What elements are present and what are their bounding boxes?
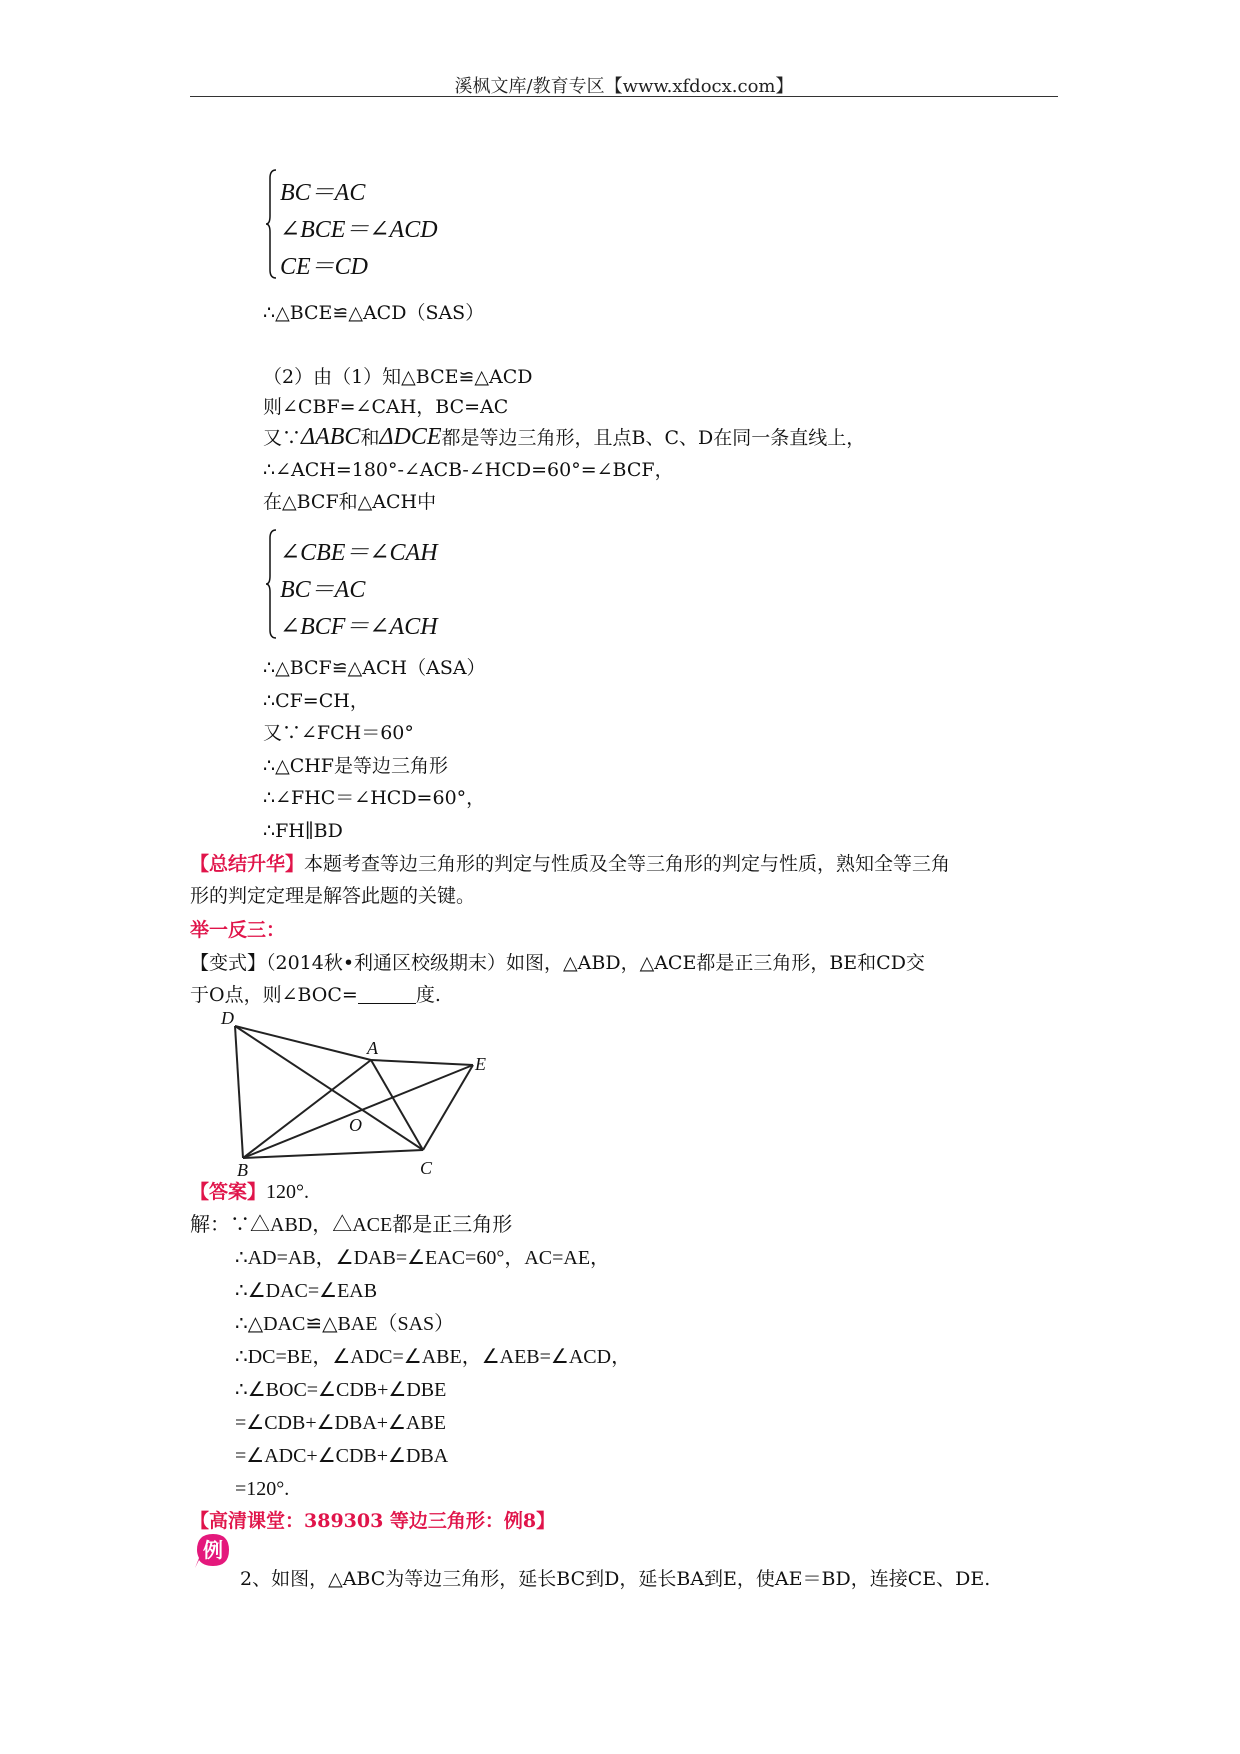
proof-line-1: ∴△BCE≌△ACD（SAS） [263, 302, 485, 324]
segment-bc [243, 1150, 423, 1158]
solution-line-4: ∴△DAC≌△BAE（SAS） [235, 1313, 455, 1335]
solution-line-6: ∴∠BOC=∠CDB+∠DBE [235, 1379, 447, 1401]
solution-line-2: ∴AD=AB，∠DAB=∠EAC=60°，AC=AE， [235, 1247, 611, 1269]
proof-line-7: ∴△BCF≌△ACH（ASA） [263, 657, 486, 679]
system2-eq1: ∠CBE＝∠CAH [280, 540, 438, 566]
practice-heading: 举一反三： [190, 919, 286, 941]
page-header: 溪枫文库/教育专区【www.xfdocx.com】 [454, 76, 794, 97]
segment-db [235, 1026, 243, 1158]
label-a: A [367, 1038, 378, 1058]
practice-question-line-2 [190, 983, 441, 1007]
solution-line-3: ∴∠DAC=∠EAB [235, 1280, 378, 1302]
example-badge-label: 例 [203, 1538, 223, 1562]
segment-be [243, 1065, 473, 1158]
left-brace-icon [266, 528, 278, 640]
solution-line-1: 解：∵△ABD，△ACE都是正三角形 [190, 1214, 513, 1236]
solution-line-5: ∴DC=BE，∠ADC=∠ABE，∠AEB=∠ACD， [235, 1346, 632, 1368]
proof-line-2: （2）由（1）知△BCE≌△ACD [263, 366, 533, 388]
summary-paragraph-line-1 [190, 852, 950, 876]
class-link[interactable]: 【高清课堂：389303 等边三角形：例8】 [190, 1510, 556, 1532]
system1-eq2: ∠BCE＝∠ACD [280, 217, 438, 243]
proof-line-12: ∴FH∥BD [263, 820, 343, 842]
proof-line-3: 则∠CBF=∠CAH，BC=AC [263, 396, 509, 418]
proof-line-4-prefix: 又∵ [263, 427, 302, 449]
answer-value: 120°. [266, 1181, 310, 1203]
solution-line-8: =∠ADC+∠CDB+∠DBA [235, 1445, 449, 1467]
solution-line-7: =∠CDB+∠DBA+∠ABE [235, 1412, 446, 1434]
practice-question-prefix: 于O点，则∠BOC= [190, 984, 358, 1006]
system1-eq3: CE＝CD [280, 254, 369, 280]
example-2-text: 2、如图，△ABC为等边三角形，延长BC到D，延长BA到E，使AE＝BD，连接CE、DE. [240, 1568, 991, 1590]
triangle-abc-math: ΔABC [301, 424, 361, 450]
equation-system-2 [266, 528, 526, 640]
system2-eq3: ∠BCF＝∠ACH [280, 614, 438, 640]
segment-dc [235, 1026, 423, 1150]
triangle-dce-math: ΔDCE [379, 424, 442, 450]
answer-blank [358, 985, 416, 1004]
header-divider [190, 96, 1058, 97]
segment-ba [243, 1060, 371, 1158]
geometry-figure [215, 1008, 505, 1178]
answer-line [190, 1180, 309, 1204]
label-e: E [475, 1054, 486, 1074]
summary-text-1: 本题考查等边三角形的判定与性质及全等三角形的判定与性质，熟知全等三角 [304, 853, 951, 875]
segment-ae [371, 1060, 473, 1065]
proof-line-5: ∴∠ACH=180°-∠ACB-∠HCD=60°=∠BCF， [263, 459, 674, 481]
proof-line-10: ∴△CHF是等边三角形 [263, 755, 448, 777]
proof-line-4-rest: 都是等边三角形，且点B、C、D在同一条直线上， [441, 427, 866, 449]
proof-line-4 [263, 425, 865, 450]
left-brace-icon [266, 168, 278, 280]
practice-question-line-1: 【变式】（2014秋•利通区校级期末）如图，△ABD，△ACE都是正三角形，BE和CD交 [190, 952, 925, 974]
proof-line-8: ∴CF=CH， [263, 690, 369, 712]
segment-da [235, 1026, 371, 1060]
segment-ac [371, 1060, 423, 1150]
answer-tag: 【答案】 [190, 1181, 267, 1203]
proof-line-9: 又∵∠FCH＝60° [263, 722, 414, 744]
label-c: C [420, 1158, 433, 1178]
label-d: D [221, 1008, 234, 1028]
summary-tag: 【总结升华】 [190, 853, 305, 875]
equation-system-1 [266, 168, 506, 280]
system2-eq2: BC＝AC [280, 577, 366, 603]
label-b: B [237, 1160, 248, 1178]
summary-text-2: 形的判定定理是解答此题的关键。 [190, 885, 476, 907]
label-o: O [349, 1115, 362, 1135]
segment-ce [423, 1065, 473, 1150]
solution-line-9: =120°. [235, 1478, 290, 1500]
system1-eq1: BC＝AC [280, 180, 366, 206]
proof-line-11: ∴∠FHC＝∠HCD=60°， [263, 787, 486, 809]
proof-line-4-and: 和 [360, 427, 380, 449]
proof-line-6: 在△BCF和△ACH中 [263, 491, 437, 513]
example-badge-icon [193, 1530, 233, 1570]
practice-question-suffix: 度. [415, 984, 441, 1006]
